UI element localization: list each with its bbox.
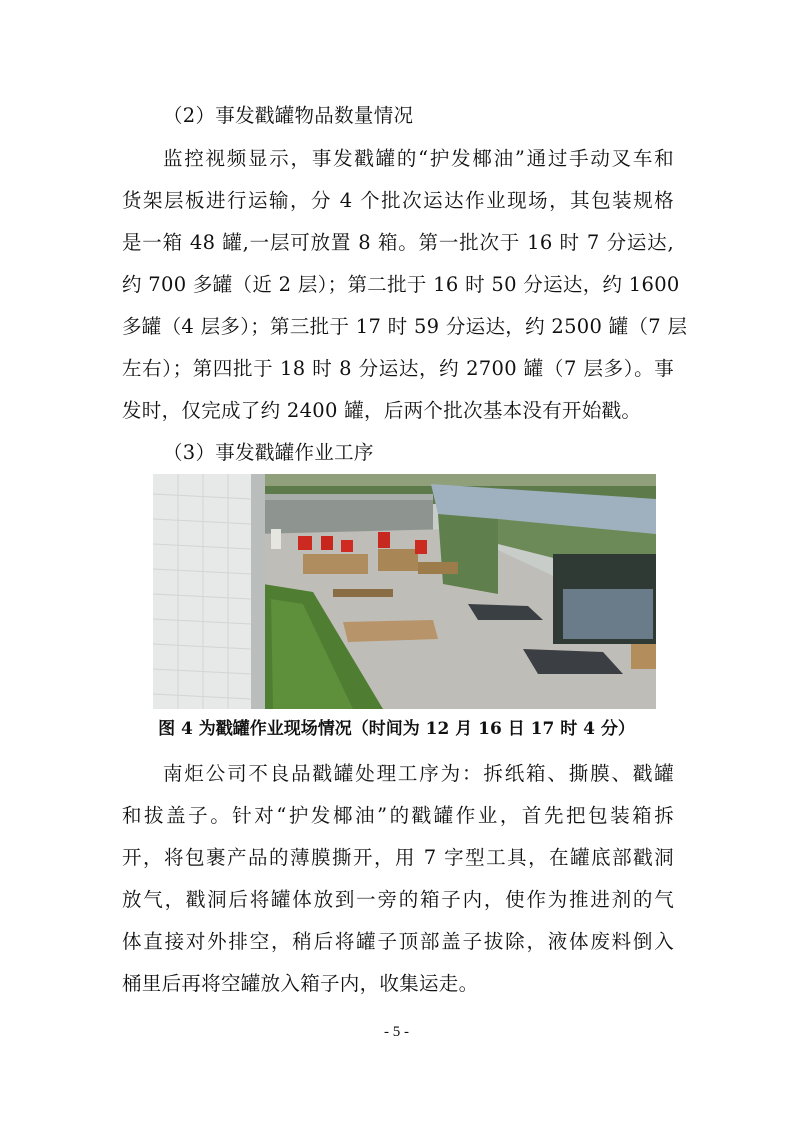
paragraph-line: 和拔盖子。针对“护发椰油”的戳罐作业，首先把包装箱拆 — [122, 804, 674, 827]
paragraph-line: 货架层板进行运输，分 4 个批次运达作业现场，其包装规格 — [122, 189, 674, 212]
paragraph-line: 放气，戳洞后将罐体放到一旁的箱子内，使作为推进剂的气 — [122, 888, 674, 911]
paragraph-line: 多罐（4 层多）；第三批于 17 时 59 分运达，约 2500 罐（7 层 — [122, 315, 688, 338]
paragraph-line: 左右）；第四批于 18 时 8 分运达，约 2700 罐（7 层多）。事 — [122, 357, 674, 380]
paragraph-line: 体直接对外排空，稍后将罐子顶部盖子拔除，液体废料倒入 — [122, 930, 674, 953]
paragraph-line: 是一箱 48 罐,一层可放置 8 箱。第一批次于 16 时 7 分运达, — [122, 231, 674, 254]
section-heading-process: （3）事发戳罐作业工序 — [163, 441, 374, 464]
paragraph-line: 南炬公司不良品戳罐处理工序为：拆纸箱、撕膜、戳罐 — [163, 762, 674, 785]
paragraph-line: 监控视频显示，事发戳罐的“护发椰油”通过手动叉车和 — [163, 147, 674, 170]
paragraph-line: 约 700 多罐（近 2 层）；第二批于 16 时 50 分运达，约 1600 — [122, 273, 680, 296]
paragraph-line: 发时，仅完成了约 2400 罐，后两个批次基本没有开始戳。 — [122, 399, 642, 422]
paragraph-line: 桶里后再将空罐放入箱子内，收集运走。 — [122, 972, 479, 995]
section-heading-quantity: （2）事发戳罐物品数量情况 — [163, 104, 414, 127]
figure-caption: 图 4 为戳罐作业现场情况（时间为 12 月 16 日 17 时 4 分） — [158, 719, 635, 739]
site-photo — [153, 474, 656, 709]
paragraph-line: 开，将包裹产品的薄膜撕开，用 7 字型工具，在罐底部戳洞 — [122, 846, 674, 869]
page-number: - 5 - — [384, 1024, 409, 1040]
